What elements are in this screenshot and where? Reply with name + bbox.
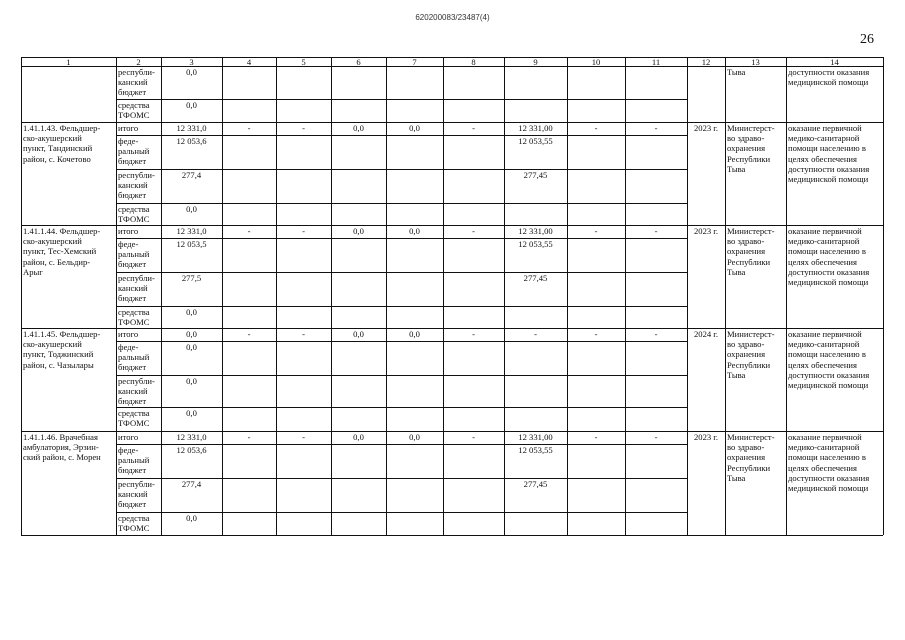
funding-source-label: бюджет <box>118 156 147 167</box>
funding-source-label: ральный <box>118 455 150 466</box>
facility-name: 1.41.1.44. Фельдшер- <box>23 226 101 236</box>
purpose-text: медико-санитарной <box>788 339 860 350</box>
executor-text: во здраво- <box>727 236 765 247</box>
funding-source-label: бюджет <box>118 293 147 304</box>
year-cell: 2023 г. <box>693 432 719 442</box>
column-number: 14 <box>830 57 839 67</box>
purpose-text: доступности оказания <box>788 369 870 380</box>
amount-cell: 0,0 <box>409 432 420 442</box>
amount-cell: 0,0 <box>186 408 197 418</box>
amount-cell: 277,45 <box>523 479 548 489</box>
facility-name: пункт, Тес-Хемский <box>23 246 97 257</box>
executor-text: Министерст- <box>727 432 775 442</box>
amount-cell: - <box>472 123 475 133</box>
funding-source-label: республи- <box>118 273 155 283</box>
facility-name: ско-акушерский <box>23 236 82 247</box>
column-number: 7 <box>412 57 417 67</box>
amount-cell: 12 331,0 <box>176 432 207 442</box>
amount-cell: - <box>302 226 305 236</box>
funding-source-label: ральный <box>118 352 150 363</box>
amount-cell: - <box>654 329 658 339</box>
amount-cell: 12 053,6 <box>176 136 207 146</box>
purpose-text: помощи населению в <box>788 349 866 360</box>
funding-source-label: республи- <box>118 170 155 180</box>
funding-source-label: итого <box>118 329 139 339</box>
funding-source-label: итого <box>118 432 139 442</box>
facility-name: 1.41.1.46. Врачебная <box>23 432 98 442</box>
funding-source-label: ТФОМС <box>118 110 150 121</box>
funding-source-label: канский <box>118 77 148 88</box>
column-number: 9 <box>533 57 538 67</box>
document-code: 620200083/23487(4) <box>415 13 490 22</box>
amount-cell: - <box>654 432 658 442</box>
funding-source-label: средства <box>118 408 150 418</box>
executor-text: Министерст- <box>727 226 775 236</box>
group-bottom-line <box>21 535 883 536</box>
amount-cell: 0,0 <box>353 226 364 236</box>
amount-cell: 0,0 <box>186 329 197 339</box>
column-number: 3 <box>189 57 194 67</box>
column-divider <box>786 57 787 535</box>
amount-cell: 0,0 <box>186 376 197 386</box>
purpose-text: оказание первичной <box>788 226 862 236</box>
funding-source-label: канский <box>118 283 148 294</box>
purpose-text: медико-санитарной <box>788 442 860 453</box>
column-number: 6 <box>356 57 361 67</box>
facility-name: район, с. Кочетово <box>23 153 91 164</box>
amount-cell: 0,0 <box>186 307 197 317</box>
purpose-text: помощи населению в <box>788 246 866 257</box>
year-cell: 2024 г. <box>693 329 719 339</box>
column-number: 2 <box>136 57 141 67</box>
amount-cell: 0,0 <box>409 329 420 339</box>
purpose-text: доступности оказания <box>788 67 870 77</box>
purpose-text: медицинской помощи <box>788 77 869 88</box>
funding-source-label: ральный <box>118 146 150 157</box>
facility-name: ско-акушерский <box>23 339 82 350</box>
amount-cell: 12 331,00 <box>518 123 553 133</box>
page-number: 26 <box>860 32 874 47</box>
funding-source-label: феде- <box>118 136 139 146</box>
purpose-text: медицинской помощи <box>788 174 869 184</box>
funding-source-label: бюджет <box>118 396 147 407</box>
purpose-text: целях обеспечения <box>788 359 857 370</box>
amount-cell: - <box>247 432 251 442</box>
executor-text: во здраво- <box>727 339 765 350</box>
executor-text: Министерст- <box>727 329 775 339</box>
facility-name: район, с. Чазылары <box>23 359 94 370</box>
facility-name: Арыг <box>23 266 43 277</box>
amount-cell: 0,0 <box>186 204 197 214</box>
executor-text: во здраво- <box>727 442 765 453</box>
funding-source-label: ТФОМС <box>118 214 150 225</box>
purpose-text: доступности оказания <box>788 472 870 483</box>
purpose-text: целях обеспечения <box>788 256 857 267</box>
funding-source-label: бюджет <box>118 465 147 476</box>
funding-source-label: средства <box>118 100 150 110</box>
amount-cell: - <box>247 123 251 133</box>
executor-text: охранения <box>727 452 766 463</box>
column-number: 1 <box>66 57 71 67</box>
facility-name: 1.41.1.45. Фельдшер- <box>23 329 101 339</box>
amount-cell: 12 331,0 <box>176 226 207 236</box>
amount-cell: 0,0 <box>353 432 364 442</box>
amount-cell: 12 331,00 <box>518 226 553 236</box>
purpose-text: помощи населению в <box>788 452 866 463</box>
funding-source-label: феде- <box>118 445 139 455</box>
amount-cell: - <box>594 329 598 339</box>
amount-cell: - <box>654 226 658 236</box>
executor-text: Тыва <box>727 369 746 380</box>
column-number: 10 <box>591 57 601 67</box>
amount-cell: 12 053,6 <box>176 445 207 455</box>
column-divider <box>21 57 22 535</box>
funding-source-label: республи- <box>118 376 155 386</box>
executor-text: охранения <box>727 246 766 257</box>
amount-cell: 0,0 <box>186 67 197 77</box>
funding-source-label: феде- <box>118 239 139 249</box>
purpose-text: медико-санитарной <box>788 133 860 144</box>
amount-cell: 0,0 <box>409 226 420 236</box>
funding-source-label: бюджет <box>118 87 147 98</box>
executor-text: Республики <box>727 462 771 473</box>
funding-source-label: итого <box>118 123 139 133</box>
amount-cell: 12 053,55 <box>518 136 553 146</box>
facility-name: район, с. Бельдир- <box>23 256 91 267</box>
funding-source-label: итого <box>118 226 139 236</box>
column-divider <box>883 57 884 535</box>
amount-cell: 0,0 <box>186 513 197 523</box>
amount-cell: - <box>654 123 658 133</box>
amount-cell: 277,4 <box>181 170 202 180</box>
column-divider <box>116 57 117 535</box>
facility-name: ский район, с. Морен <box>23 452 101 463</box>
funding-source-label: республи- <box>118 67 155 77</box>
funding-source-label: канский <box>118 180 148 191</box>
funding-source-label: бюджет <box>118 362 147 373</box>
funding-source-label: ТФОМС <box>118 317 150 328</box>
amount-cell: - <box>302 432 305 442</box>
amount-cell: 0,0 <box>186 342 197 352</box>
funding-source-label: ТФОМС <box>118 523 150 534</box>
amount-cell: 277,4 <box>181 479 202 489</box>
funding-source-label: канский <box>118 489 148 500</box>
amount-cell: - <box>302 329 305 339</box>
amount-cell: - <box>247 226 251 236</box>
amount-cell: 0,0 <box>353 123 364 133</box>
executor-text: охранения <box>727 349 766 360</box>
purpose-text: оказание первичной <box>788 123 862 133</box>
amount-cell: 277,45 <box>523 170 548 180</box>
funding-source-label: средства <box>118 513 150 523</box>
purpose-text: целях обеспечения <box>788 462 857 473</box>
executor-text: Республики <box>727 153 771 164</box>
amount-cell: 0,0 <box>409 123 420 133</box>
year-cell: 2023 г. <box>693 226 719 236</box>
facility-name: ско-акушерский <box>23 133 82 144</box>
purpose-text: помощи населению в <box>788 143 866 154</box>
facility-name: амбулатория, Эрзин- <box>23 442 99 453</box>
executor-text: охранения <box>727 143 766 154</box>
column-number: 11 <box>651 57 661 67</box>
column-number: 5 <box>301 57 306 67</box>
amount-cell: 12 331,0 <box>176 123 207 133</box>
executor-text: Республики <box>727 256 771 267</box>
amount-cell: 12 053,5 <box>176 239 207 249</box>
amount-cell: - <box>534 329 537 339</box>
amount-cell: 0,0 <box>353 329 364 339</box>
amount-cell: - <box>247 329 251 339</box>
column-divider <box>725 57 726 535</box>
funding-source-label: ТФОМС <box>118 418 150 429</box>
amount-cell: - <box>472 226 475 236</box>
amount-cell: - <box>302 123 305 133</box>
executor-text: Тыва <box>727 67 746 77</box>
purpose-text: медицинской помощи <box>788 483 869 493</box>
purpose-text: медико-санитарной <box>788 236 860 247</box>
funding-source-label: бюджет <box>118 259 147 270</box>
amount-cell: 12 053,55 <box>518 445 553 455</box>
purpose-text: медицинской помощи <box>788 277 869 287</box>
purpose-text: оказание первичной <box>788 432 862 442</box>
amount-cell: - <box>594 226 598 236</box>
column-number: 8 <box>471 57 476 67</box>
amount-cell: - <box>594 123 598 133</box>
amount-cell: 12 053,55 <box>518 239 553 249</box>
amount-cell: - <box>594 432 598 442</box>
purpose-text: медицинской помощи <box>788 380 869 390</box>
amount-cell: 12 331,00 <box>518 432 553 442</box>
amount-cell: 277,5 <box>181 273 202 283</box>
executor-text: Тыва <box>727 472 746 483</box>
purpose-text: доступности оказания <box>788 266 870 277</box>
executor-text: во здраво- <box>727 133 765 144</box>
amount-cell: 0,0 <box>186 100 197 110</box>
purpose-text: оказание первичной <box>788 329 862 339</box>
amount-cell: - <box>472 329 475 339</box>
year-cell: 2023 г. <box>693 123 719 133</box>
purpose-text: доступности оказания <box>788 163 870 174</box>
column-number: 13 <box>751 57 760 67</box>
funding-source-label: средства <box>118 307 150 317</box>
executor-text: Министерст- <box>727 123 775 133</box>
amount-cell: - <box>472 432 475 442</box>
executor-text: Тыва <box>727 266 746 277</box>
amount-cell: 277,45 <box>523 273 548 283</box>
facility-name: 1.41.1.43. Фельдшер- <box>23 123 101 133</box>
column-number: 4 <box>246 57 252 67</box>
funding-source-label: республи- <box>118 479 155 489</box>
executor-text: Республики <box>727 359 771 370</box>
purpose-text: целях обеспечения <box>788 153 857 164</box>
funding-source-label: канский <box>118 386 148 397</box>
funding-source-label: ральный <box>118 249 150 260</box>
funding-source-label: бюджет <box>118 499 147 510</box>
funding-source-label: бюджет <box>118 190 147 201</box>
funding-source-label: средства <box>118 204 150 214</box>
column-number: 12 <box>701 57 711 67</box>
executor-text: Тыва <box>727 163 746 174</box>
facility-name: пункт, Тоджинский <box>23 349 94 360</box>
funding-source-label: феде- <box>118 342 139 352</box>
facility-name: пункт, Тандинский <box>23 143 93 154</box>
